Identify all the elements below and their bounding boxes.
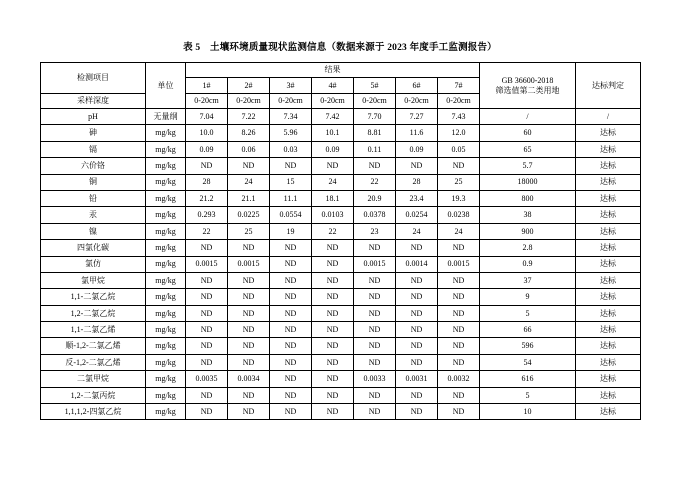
result-value-cell: ND [396,240,438,256]
header-sample-5: 5# [354,78,396,94]
judgement-cell: 达标 [576,289,641,305]
result-value-cell: 19 [270,223,312,239]
result-value-cell: 0.0225 [228,207,270,223]
table-row [41,207,641,223]
table-header [41,63,641,109]
result-value-cell: ND [186,289,228,305]
result-value-cell: 0.0014 [396,256,438,272]
parameter-name-cell: 砷 [41,125,146,141]
result-value-cell: ND [186,322,228,338]
judgement-cell: 达标 [576,174,641,190]
result-value-cell: ND [354,158,396,174]
table-row [41,305,641,321]
result-value-cell: ND [312,371,354,387]
unit-cell: mg/kg [146,240,186,256]
result-value-cell: 7.43 [438,109,480,125]
screening-value-cell: 65 [480,141,576,157]
result-value-cell: 0.0015 [228,256,270,272]
result-value-cell: 7.22 [228,109,270,125]
result-value-cell: 8.26 [228,125,270,141]
result-value-cell: ND [270,371,312,387]
result-value-cell: ND [186,338,228,354]
result-value-cell: ND [438,272,480,288]
result-value-cell: 22 [354,174,396,190]
table-row [41,289,641,305]
result-value-cell: ND [228,305,270,321]
header-depth-3: 0-20cm [270,94,312,109]
header-standard [480,63,576,109]
screening-value-cell: 800 [480,190,576,206]
judgement-cell: 达标 [576,158,641,174]
result-value-cell: ND [270,305,312,321]
result-value-cell: 28 [186,174,228,190]
result-value-cell: ND [354,338,396,354]
result-value-cell: 0.0015 [354,256,396,272]
unit-cell: mg/kg [146,207,186,223]
unit-cell: mg/kg [146,289,186,305]
result-value-cell: 10.0 [186,125,228,141]
result-value-cell: ND [396,158,438,174]
result-value-cell: 5.96 [270,125,312,141]
parameter-name-cell: 铜 [41,174,146,190]
unit-cell: mg/kg [146,338,186,354]
unit-cell: mg/kg [146,404,186,420]
result-value-cell: ND [438,240,480,256]
screening-value-cell: 5 [480,387,576,403]
table-row [41,256,641,272]
result-value-cell: 0.0554 [270,207,312,223]
table-row [41,158,641,174]
header-depth-6: 0-20cm [396,94,438,109]
result-value-cell: ND [186,158,228,174]
result-value-cell: ND [312,305,354,321]
table-row [41,125,641,141]
result-value-cell: 0.293 [186,207,228,223]
result-value-cell: ND [354,354,396,370]
header-result: 结果 [186,63,480,78]
result-value-cell: 0.0378 [354,207,396,223]
result-value-cell: 0.0254 [396,207,438,223]
result-value-cell: ND [354,240,396,256]
judgement-cell: 达标 [576,141,641,157]
header-depth-label: 采样深度 [41,94,146,109]
result-value-cell: ND [228,354,270,370]
result-value-cell: 7.04 [186,109,228,125]
result-value-cell: ND [438,404,480,420]
result-value-cell: ND [438,322,480,338]
result-value-cell: 0.09 [186,141,228,157]
table-title: 表 5 土壤环境质量现状监测信息（数据来源于 2023 年度手工监测报告） [183,43,497,53]
judgement-cell: / [576,109,641,125]
result-value-cell: ND [312,289,354,305]
result-value-cell: ND [396,322,438,338]
header-depth-7: 0-20cm [438,94,480,109]
judgement-cell: 达标 [576,223,641,239]
result-value-cell: ND [396,289,438,305]
header-sample-1: 1# [186,78,228,94]
unit-cell: mg/kg [146,223,186,239]
result-value-cell: ND [312,272,354,288]
result-value-cell: ND [270,289,312,305]
result-value-cell: ND [270,240,312,256]
judgement-cell: 达标 [576,125,641,141]
unit-cell: mg/kg [146,141,186,157]
parameter-name-cell: pH [41,109,146,125]
header-sample-7: 7# [438,78,480,94]
parameter-name-cell: 1,2-二氯乙烷 [41,305,146,321]
result-value-cell: ND [438,354,480,370]
result-value-cell: 0.0015 [438,256,480,272]
result-value-cell: 25 [228,223,270,239]
result-value-cell: ND [270,354,312,370]
judgement-cell: 达标 [576,240,641,256]
result-value-cell: 22 [312,223,354,239]
result-value-cell: ND [270,256,312,272]
parameter-name-cell: 氯甲烷 [41,272,146,288]
parameter-name-cell: 六价铬 [41,158,146,174]
unit-cell: mg/kg [146,305,186,321]
result-value-cell: ND [354,289,396,305]
result-value-cell: 21.1 [228,190,270,206]
header-unit: 单位 [146,63,186,109]
result-value-cell: ND [312,387,354,403]
result-value-cell: ND [396,404,438,420]
result-value-cell: 0.0032 [438,371,480,387]
result-value-cell: ND [270,272,312,288]
header-sample-2: 2# [228,78,270,94]
result-value-cell: 11.1 [270,190,312,206]
result-value-cell: 0.0033 [354,371,396,387]
result-value-cell: ND [270,338,312,354]
result-value-cell: 11.6 [396,125,438,141]
result-value-cell: ND [228,387,270,403]
table-row [41,354,641,370]
parameter-name-cell: 1,1-二氯乙烷 [41,289,146,305]
result-value-cell: ND [228,240,270,256]
unit-cell: mg/kg [146,354,186,370]
screening-value-cell: 596 [480,338,576,354]
result-value-cell: ND [354,272,396,288]
result-value-cell: ND [186,240,228,256]
header-row-result [41,63,641,78]
result-value-cell: ND [270,158,312,174]
result-value-cell: ND [312,338,354,354]
judgement-cell: 达标 [576,190,641,206]
result-value-cell: ND [228,338,270,354]
screening-value-cell: 37 [480,272,576,288]
result-value-cell: 24 [312,174,354,190]
result-value-cell: ND [228,158,270,174]
result-value-cell: 0.06 [228,141,270,157]
result-value-cell: ND [186,404,228,420]
result-value-cell: 0.0031 [396,371,438,387]
result-value-cell: 7.42 [312,109,354,125]
table-row [41,371,641,387]
result-value-cell: 19.3 [438,190,480,206]
result-value-cell: 0.0238 [438,207,480,223]
result-value-cell: ND [438,158,480,174]
judgement-cell: 达标 [576,272,641,288]
result-value-cell: ND [312,256,354,272]
result-value-cell: ND [438,289,480,305]
table-row [41,240,641,256]
unit-cell: mg/kg [146,125,186,141]
screening-value-cell: 18000 [480,174,576,190]
table-row [41,174,641,190]
result-value-cell: 24 [396,223,438,239]
parameter-name-cell: 汞 [41,207,146,223]
header-judgement: 达标判定 [576,63,641,109]
result-value-cell: 10.1 [312,125,354,141]
screening-value-cell: 2.8 [480,240,576,256]
unit-cell: mg/kg [146,174,186,190]
screening-value-cell: 10 [480,404,576,420]
result-value-cell: 20.9 [354,190,396,206]
unit-cell: mg/kg [146,322,186,338]
screening-value-cell: 9 [480,289,576,305]
parameter-name-cell: 氯仿 [41,256,146,272]
parameter-name-cell: 二氯甲烷 [41,371,146,387]
screening-value-cell: 54 [480,354,576,370]
table-row [41,387,641,403]
result-value-cell: ND [438,305,480,321]
soil-monitoring-table [40,62,641,420]
table-row [41,141,641,157]
result-value-cell: 12.0 [438,125,480,141]
header-sample-3: 3# [270,78,312,94]
result-value-cell: ND [270,387,312,403]
result-value-cell: 0.09 [312,141,354,157]
result-value-cell: ND [270,322,312,338]
result-value-cell: 15 [270,174,312,190]
result-value-cell: 0.05 [438,141,480,157]
result-value-cell: ND [312,354,354,370]
header-depth-5: 0-20cm [354,94,396,109]
header-sample-4: 4# [312,78,354,94]
table-row [41,190,641,206]
result-value-cell: ND [228,404,270,420]
unit-cell: 无量纲 [146,109,186,125]
header-depth-4: 0-20cm [312,94,354,109]
header-standard-line2: 筛选值第二类用地 [495,85,560,95]
result-value-cell: ND [396,354,438,370]
result-value-cell: 24 [438,223,480,239]
judgement-cell: 达标 [576,387,641,403]
result-value-cell: ND [186,272,228,288]
table-row [41,272,641,288]
result-value-cell: 0.09 [396,141,438,157]
screening-value-cell: 5.7 [480,158,576,174]
parameter-name-cell: 1,1,1,2-四氯乙烷 [41,404,146,420]
parameter-name-cell: 四氯化碳 [41,240,146,256]
screening-value-cell: 60 [480,125,576,141]
header-depth-2: 0-20cm [228,94,270,109]
result-value-cell: 8.81 [354,125,396,141]
result-value-cell: ND [396,338,438,354]
screening-value-cell: 0.9 [480,256,576,272]
result-value-cell: 0.03 [270,141,312,157]
unit-cell: mg/kg [146,371,186,387]
judgement-cell: 达标 [576,338,641,354]
judgement-cell: 达标 [576,354,641,370]
judgement-cell: 达标 [576,256,641,272]
result-value-cell: 0.0015 [186,256,228,272]
unit-cell: mg/kg [146,272,186,288]
result-value-cell: 0.0103 [312,207,354,223]
monitoring-table-body [41,109,641,420]
result-value-cell: 23.4 [396,190,438,206]
result-value-cell: ND [438,387,480,403]
result-value-cell: 7.27 [396,109,438,125]
result-value-cell: ND [186,305,228,321]
parameter-name-cell: 镉 [41,141,146,157]
parameter-name-cell: 1,2-二氯丙烷 [41,387,146,403]
result-value-cell: ND [312,158,354,174]
result-value-cell: ND [270,404,312,420]
header-depth-1: 0-20cm [186,94,228,109]
result-value-cell: 0.11 [354,141,396,157]
result-value-cell: ND [312,404,354,420]
result-value-cell: ND [228,289,270,305]
parameter-name-cell: 1,1-二氯乙烯 [41,322,146,338]
result-value-cell: ND [228,272,270,288]
result-value-cell: ND [354,404,396,420]
judgement-cell: 达标 [576,322,641,338]
unit-cell: mg/kg [146,256,186,272]
result-value-cell: ND [312,322,354,338]
parameter-name-cell: 铅 [41,190,146,206]
parameter-name-cell: 顺-1,2-二氯乙烯 [41,338,146,354]
result-value-cell: ND [228,322,270,338]
screening-value-cell: 616 [480,371,576,387]
unit-cell: mg/kg [146,190,186,206]
screening-value-cell: 900 [480,223,576,239]
judgement-cell: 达标 [576,207,641,223]
screening-value-cell: 5 [480,305,576,321]
header-standard-line1: GB 36600-2018 [501,75,554,85]
result-value-cell: 23 [354,223,396,239]
judgement-cell: 达标 [576,371,641,387]
result-value-cell: ND [438,338,480,354]
unit-cell: mg/kg [146,387,186,403]
table-row [41,338,641,354]
screening-value-cell: / [480,109,576,125]
screening-value-cell: 66 [480,322,576,338]
header-sample-6: 6# [396,78,438,94]
table-row [41,404,641,420]
result-value-cell: 21.2 [186,190,228,206]
result-value-cell: ND [312,240,354,256]
result-value-cell: 0.0034 [228,371,270,387]
result-value-cell: ND [354,305,396,321]
table-row [41,322,641,338]
result-value-cell: 0.0035 [186,371,228,387]
result-value-cell: ND [354,322,396,338]
parameter-name-cell: 反-1,2-二氯乙烯 [41,354,146,370]
table-row [41,109,641,125]
result-value-cell: 24 [228,174,270,190]
result-value-cell: ND [396,272,438,288]
result-value-cell: 25 [438,174,480,190]
result-value-cell: ND [186,354,228,370]
result-value-cell: 7.34 [270,109,312,125]
table-row [41,223,641,239]
result-value-cell: ND [396,305,438,321]
result-value-cell: 18.1 [312,190,354,206]
result-value-cell: 7.70 [354,109,396,125]
parameter-name-cell: 镍 [41,223,146,239]
result-value-cell: 28 [396,174,438,190]
result-value-cell: 22 [186,223,228,239]
screening-value-cell: 38 [480,207,576,223]
judgement-cell: 达标 [576,404,641,420]
result-value-cell: ND [186,387,228,403]
judgement-cell: 达标 [576,305,641,321]
unit-cell: mg/kg [146,158,186,174]
header-item: 检测项目 [41,63,146,94]
result-value-cell: ND [396,387,438,403]
result-value-cell: ND [354,387,396,403]
